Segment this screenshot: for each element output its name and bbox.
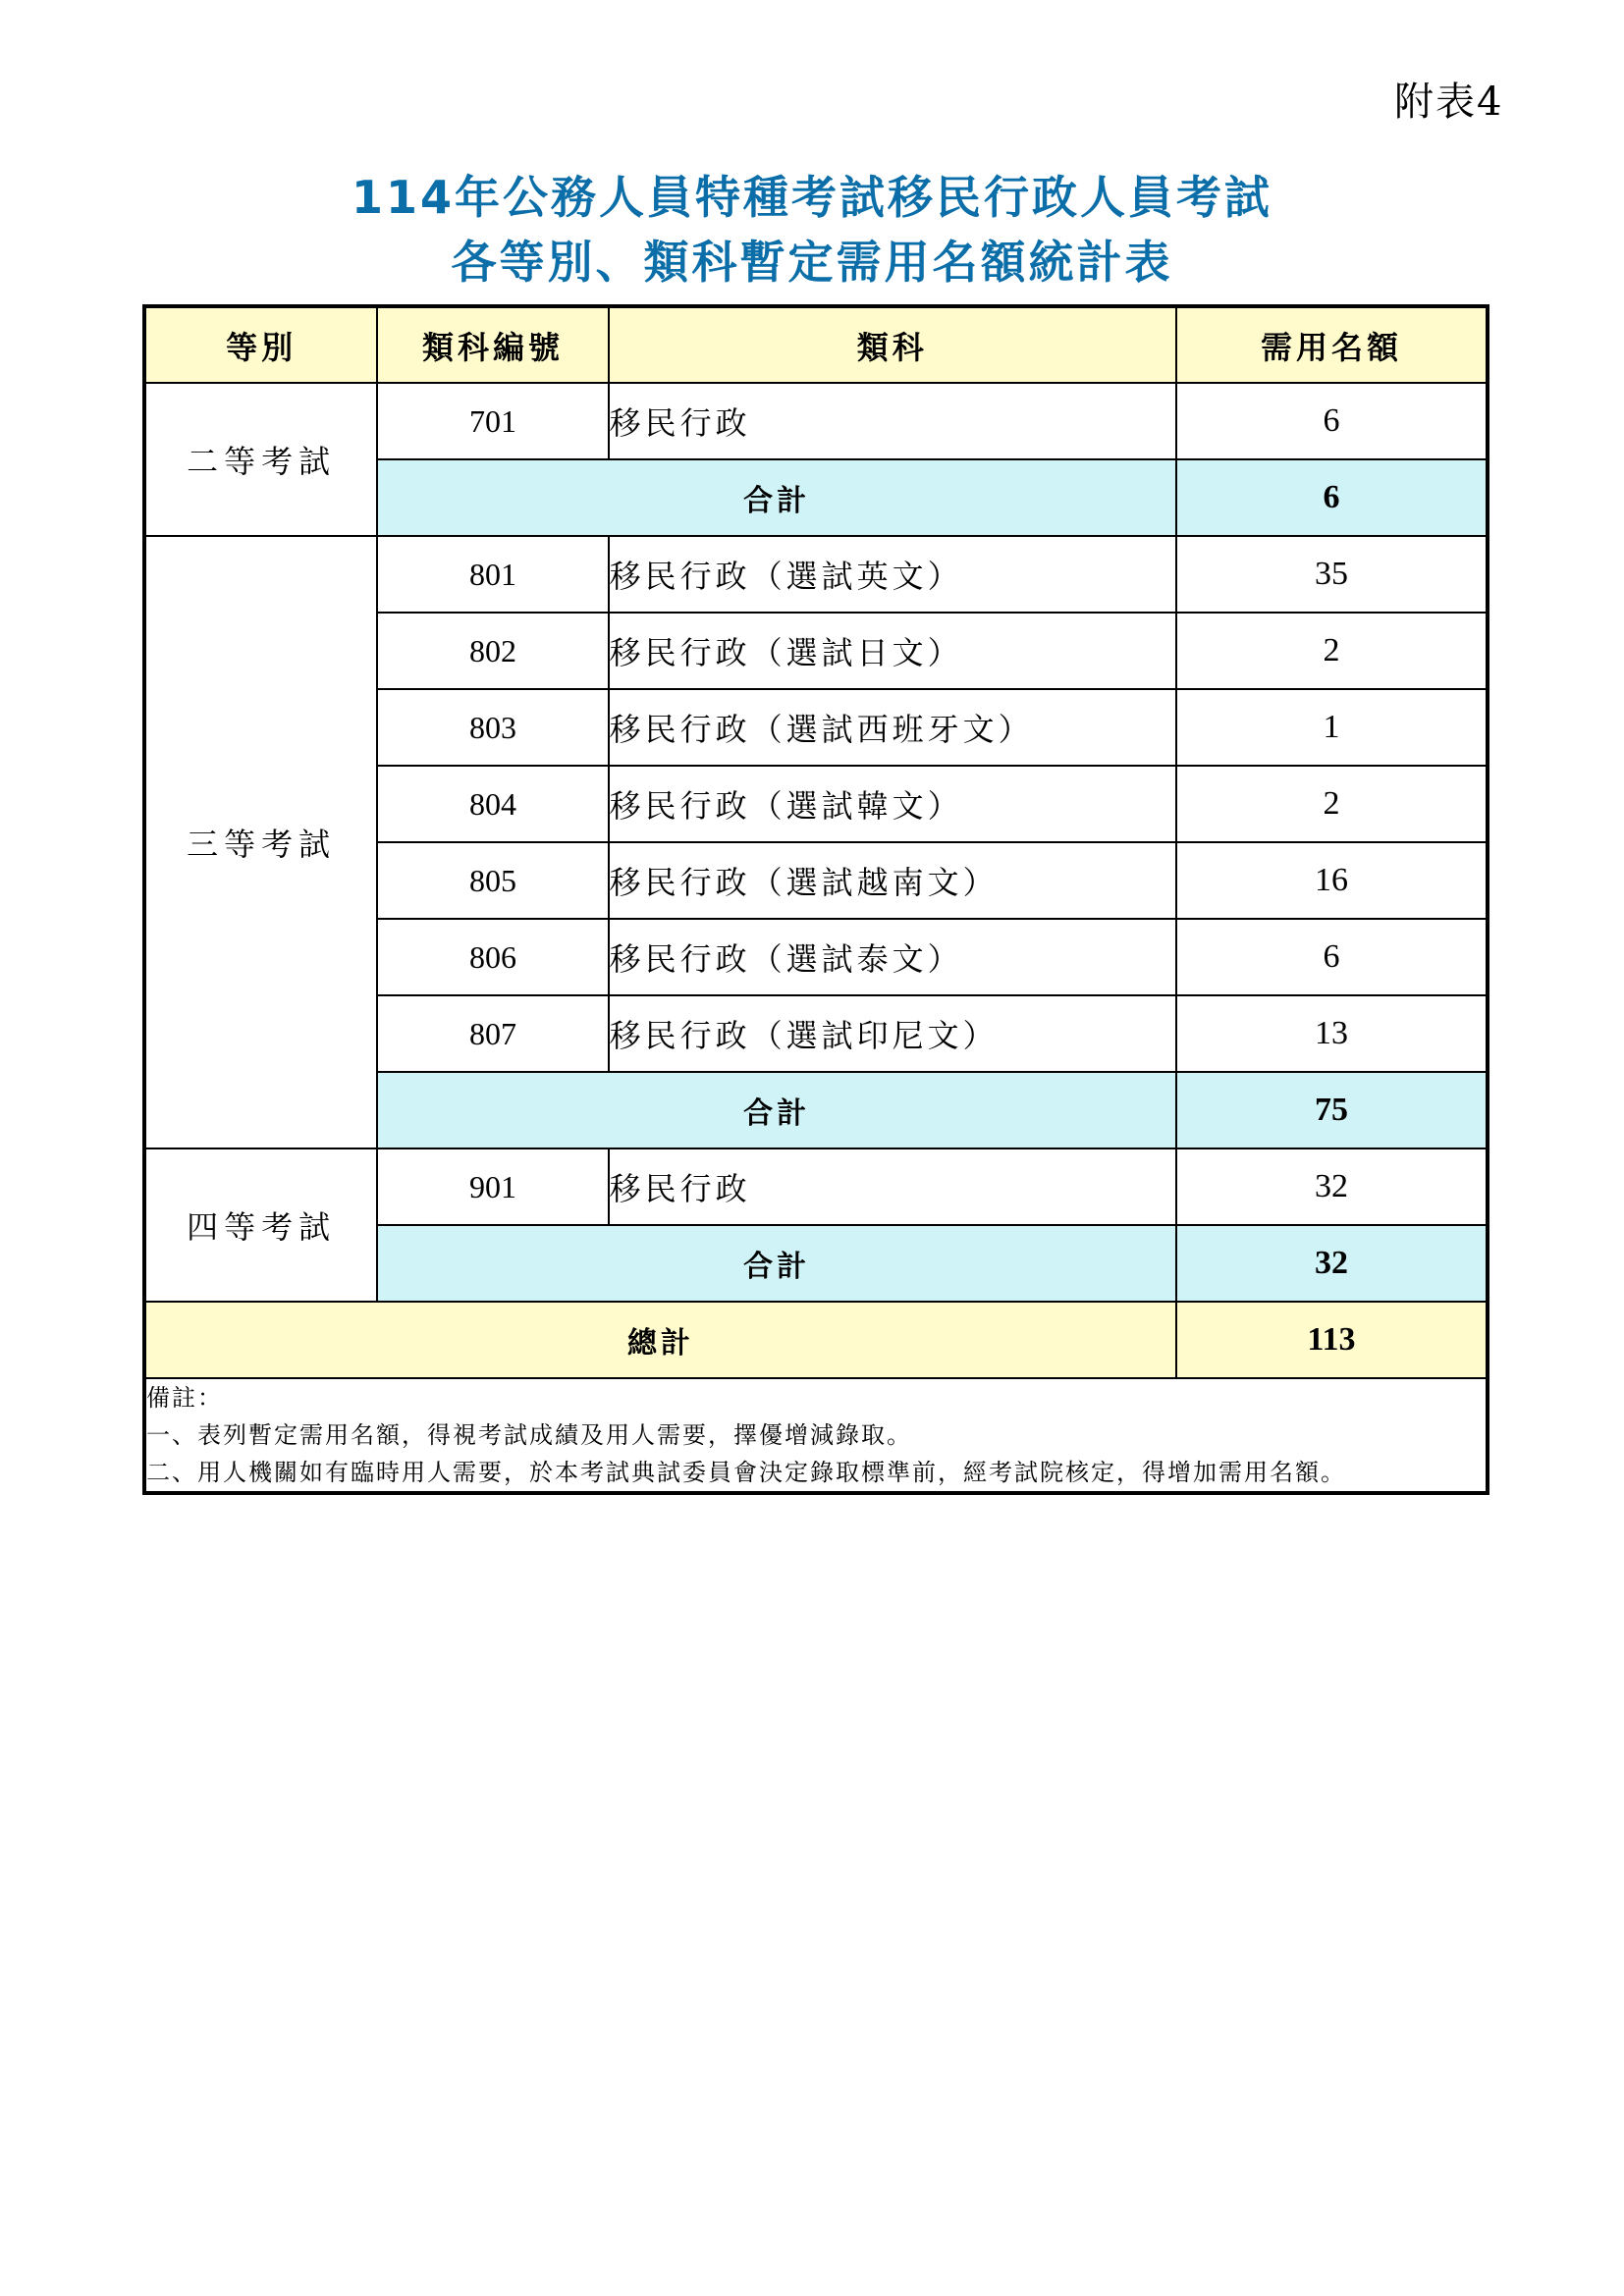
- grade-cell: 二等考試: [144, 383, 377, 536]
- code-cell: 804: [377, 766, 608, 842]
- total-row: [144, 1302, 1488, 1378]
- count-cell: 35: [1176, 536, 1488, 613]
- appendix-label: 附表4: [1394, 80, 1504, 125]
- subject-cell: 移民行政（選試越南文）: [609, 842, 1176, 919]
- count-cell: 6: [1176, 919, 1488, 995]
- code-cell: 901: [377, 1148, 608, 1225]
- code-cell: 806: [377, 919, 608, 995]
- table-row: [144, 383, 1488, 459]
- table-header-row: [144, 306, 1488, 383]
- code-cell: 807: [377, 995, 608, 1072]
- subtotal-value: 75: [1176, 1072, 1488, 1148]
- code-cell: 802: [377, 613, 608, 689]
- note-item: 二、用人機關如有臨時用人需要，於本考試典試委員會決定錄取標準前，經考試院核定，得增加需用名額。: [146, 1459, 1346, 1486]
- count-cell: 2: [1176, 613, 1488, 689]
- subtotal-value: 6: [1176, 459, 1488, 536]
- notes-cell: [144, 1378, 1488, 1493]
- table-row: [144, 536, 1488, 613]
- count-cell: 6: [1176, 383, 1488, 459]
- code-cell: 701: [377, 383, 608, 459]
- count-cell: 13: [1176, 995, 1488, 1072]
- header-code: 類科編號: [377, 306, 608, 383]
- total-label: 總計: [144, 1302, 1176, 1378]
- subtotal-label: 合計: [377, 1072, 1176, 1148]
- quota-table: [142, 304, 1489, 1495]
- header-subject: 類科: [609, 306, 1176, 383]
- subject-cell: 移民行政（選試英文）: [609, 536, 1176, 613]
- subject-cell: 移民行政: [609, 1148, 1176, 1225]
- subject-cell: 移民行政（選試西班牙文）: [609, 689, 1176, 766]
- subtotal-label: 合計: [377, 459, 1176, 536]
- subject-cell: 移民行政（選試泰文）: [609, 919, 1176, 995]
- table-row: [144, 1148, 1488, 1225]
- page-subtitle: 各等別、類科暫定需用名額統計表: [451, 236, 1173, 289]
- code-cell: 805: [377, 842, 608, 919]
- code-cell: 803: [377, 689, 608, 766]
- total-value: 113: [1176, 1302, 1488, 1378]
- count-cell: 2: [1176, 766, 1488, 842]
- subject-cell: 移民行政（選試日文）: [609, 613, 1176, 689]
- count-cell: 1: [1176, 689, 1488, 766]
- count-cell: 32: [1176, 1148, 1488, 1225]
- notes-row: [144, 1378, 1488, 1493]
- page-title: 114年公務人員特種考試移民行政人員考試: [351, 171, 1273, 224]
- subtotal-value: 32: [1176, 1225, 1488, 1302]
- count-cell: 16: [1176, 842, 1488, 919]
- header-count: 需用名額: [1176, 306, 1488, 383]
- code-cell: 801: [377, 536, 608, 613]
- notes-heading: 備註：: [146, 1384, 223, 1412]
- subject-cell: 移民行政（選試韓文）: [609, 766, 1176, 842]
- header-grade: 等別: [144, 306, 377, 383]
- grade-cell: 四等考試: [144, 1148, 377, 1302]
- note-item: 一、表列暫定需用名額，得視考試成績及用人需要，擇優增減錄取。: [146, 1421, 912, 1449]
- grade-cell: 三等考試: [144, 536, 377, 1148]
- subtotal-label: 合計: [377, 1225, 1176, 1302]
- subject-cell: 移民行政（選試印尼文）: [609, 995, 1176, 1072]
- subject-cell: 移民行政: [609, 383, 1176, 459]
